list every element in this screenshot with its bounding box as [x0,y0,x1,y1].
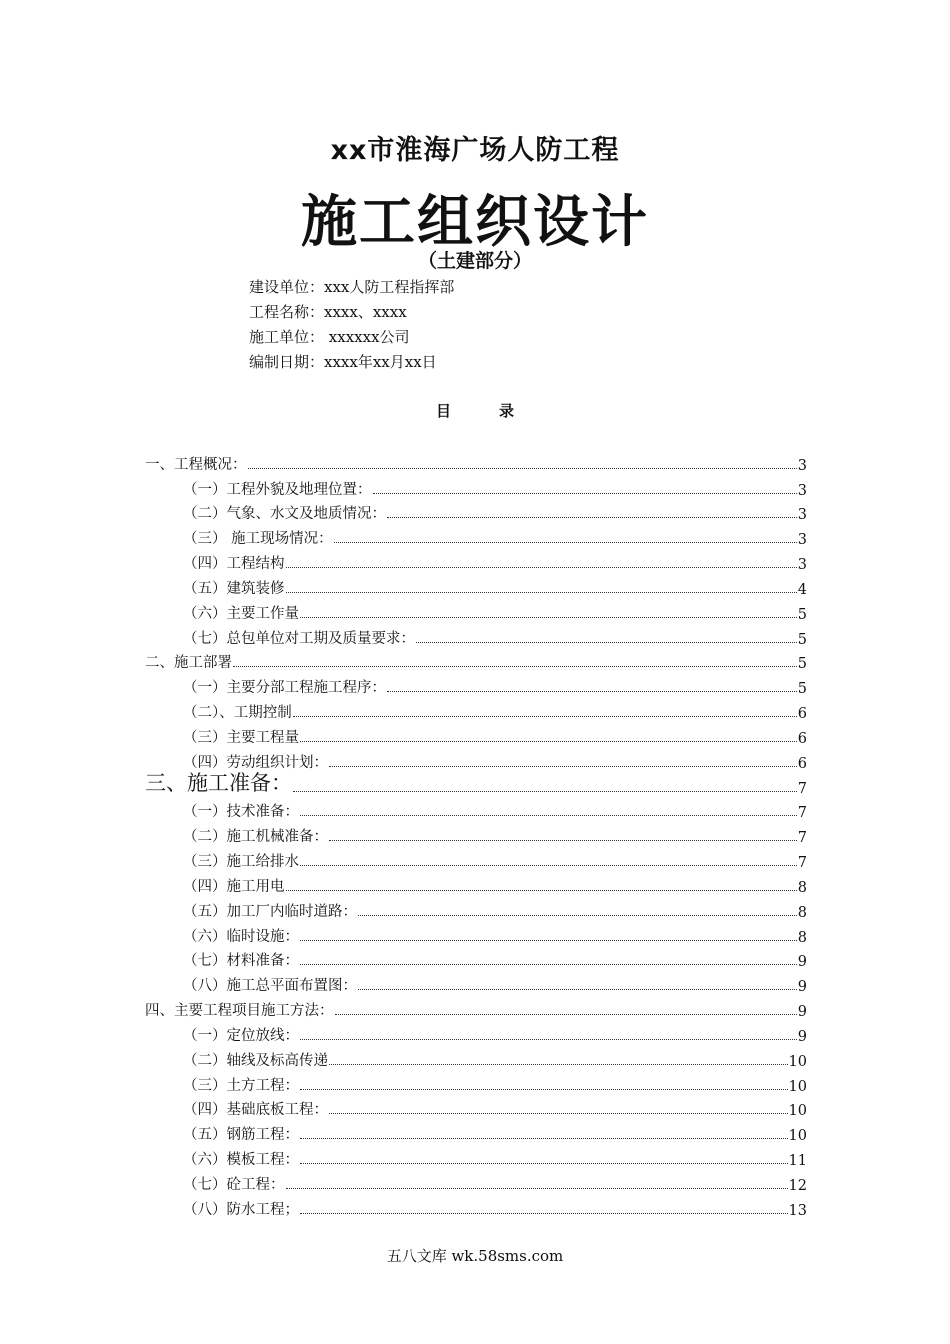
toc-entry-page-number: 7 [797,780,807,797]
toc-entry-page-number: 10 [788,1053,807,1070]
toc-entry-title: （一）主要分部工程施工程序： [183,680,386,697]
document-title-main: 施工组织设计 [301,190,649,255]
toc-entry-title: （五）钢筋工程： [183,1127,299,1144]
info-date: 编制日期：xxxx年xx月xx日 [249,353,437,371]
toc-dot-leader [329,765,797,767]
toc-entry[interactable] [145,474,807,499]
toc-entry-page-number: 4 [797,581,807,598]
toc-entry-title: （三） 施工现场情况： [183,531,333,548]
toc-entry[interactable] [145,598,807,623]
toc-entry[interactable] [145,970,807,995]
project-info-block [249,275,454,375]
toc-entry-title: （二）施工机械准备： [183,829,328,846]
toc-entry-title: （五）建筑装修 [183,580,285,597]
toc-entry[interactable] [145,1020,807,1045]
toc-entry[interactable] [145,921,807,946]
toc-entry-page-number: 8 [797,929,807,946]
toc-entry-page-number: 10 [788,1078,807,1095]
toc-entry-title: （四）施工用电 [183,878,285,895]
toc-dot-leader [329,1063,788,1065]
toc-entry-title: （七）总包单位对工期及质量要求： [183,630,415,647]
toc-dot-leader [300,1162,788,1164]
toc-dot-leader [286,566,797,568]
toc-entry-title: （六）主要工作量 [183,605,299,622]
toc-entry-page-number: 9 [797,1004,807,1021]
toc-entry-page-number: 9 [797,954,807,971]
toc-entry-title: （八）施工总平面布置图： [183,978,357,995]
toc-entry-title: （三）施工给排水 [183,854,299,871]
toc-dot-leader [329,1112,788,1114]
toc-entry[interactable] [145,846,807,871]
toc-entry[interactable] [145,573,807,598]
toc-entry-title: （六）临时设施： [183,928,299,945]
toc-entry[interactable] [145,896,807,921]
toc-entry[interactable] [145,722,807,747]
toc-entry-title: （四）工程结构 [183,556,285,573]
toc-dot-leader [373,492,797,494]
toc-entry[interactable] [145,797,807,822]
toc-entry-page-number: 9 [797,979,807,996]
toc-dot-leader [300,1088,788,1090]
toc-entry[interactable] [145,995,807,1020]
toc-entry-page-number: 5 [797,656,807,673]
toc-dot-leader [300,963,797,965]
toc-entry[interactable] [145,648,807,673]
toc-dot-leader [300,740,797,742]
toc-entry-title: 二、施工部署 [145,655,232,672]
toc-entry[interactable] [145,1169,807,1194]
toc-entry-title: （三）土方工程： [183,1077,299,1094]
table-of-contents [145,449,807,1219]
footer-watermark: 五八文库 wk.58sms.com [386,1247,564,1265]
toc-dot-leader [300,616,797,618]
toc-dot-leader [286,889,797,891]
toc-dot-leader [300,1038,797,1040]
toc-entry-page-number: 3 [797,507,807,524]
toc-entry[interactable] [145,1194,807,1219]
toc-entry[interactable] [145,523,807,548]
toc-entry-title: （一）工程外貌及地理位置： [183,481,372,498]
toc-entry-page-number: 3 [797,482,807,499]
toc-entry-page-number: 11 [788,1153,807,1170]
toc-entry-page-number: 5 [797,631,807,648]
toc-entry-page-number: 7 [797,855,807,872]
toc-entry[interactable] [145,1119,807,1144]
toc-entry-title: 一、工程概况： [145,456,247,473]
toc-dot-leader [293,715,797,717]
toc-dot-leader [334,541,797,543]
toc-entry-title: （一）定位放线： [183,1027,299,1044]
toc-entry-page-number: 8 [797,879,807,896]
toc-entry-page-number: 3 [797,457,807,474]
toc-entry-page-number: 3 [797,557,807,574]
toc-entry[interactable] [145,772,807,797]
toc-entry-title: （七）材料准备： [183,953,299,970]
toc-dot-leader [387,690,797,692]
toc-entry[interactable] [145,1070,807,1095]
toc-dot-leader [300,1137,788,1139]
toc-entry-page-number: 9 [797,1028,807,1045]
toc-entry[interactable] [145,946,807,971]
toc-entry[interactable] [145,1095,807,1120]
document-title-line1: xx市淮海广场人防工程 [330,135,620,166]
toc-dot-leader [300,864,797,866]
toc-dot-leader [233,665,797,667]
toc-dot-leader [248,467,797,469]
toc-entry[interactable] [145,871,807,896]
toc-entry[interactable] [145,499,807,524]
toc-dot-leader [387,516,797,518]
toc-entry[interactable] [145,623,807,648]
toc-entry-title: （二）、工期控制 [183,705,292,722]
toc-entry-page-number: 6 [797,706,807,723]
toc-dot-leader [358,988,797,990]
info-contractor: 施工单位： xxxxxx公司 [249,328,410,346]
toc-entry-page-number: 5 [797,606,807,623]
toc-entry-page-number: 13 [788,1202,807,1219]
toc-entry-title: （三）主要工程量 [183,729,299,746]
toc-entry-title: （四）基础底板工程： [183,1102,328,1119]
toc-entry-title: （六）模板工程： [183,1152,299,1169]
toc-entry-page-number: 6 [797,755,807,772]
toc-entry-title: 四、主要工程项目施工方法： [145,1003,334,1020]
info-builder: 建设单位：xxx人防工程指挥部 [249,278,455,296]
toc-entry-page-number: 5 [797,681,807,698]
toc-entry-title: 三、施工准备： [145,770,292,795]
toc-entry[interactable] [145,1144,807,1169]
toc-entry-title: （二）气象、水文及地质情况： [183,506,386,523]
toc-dot-leader [329,839,797,841]
toc-heading: 目录 [435,402,562,420]
toc-dot-leader [300,939,797,941]
toc-dot-leader [335,1013,797,1015]
toc-dot-leader [416,641,797,643]
toc-entry-page-number: 8 [797,904,807,921]
toc-dot-leader [293,790,797,792]
toc-dot-leader [286,1187,788,1189]
toc-dot-leader [358,914,797,916]
toc-entry-title: （一）技术准备： [183,804,299,821]
toc-entry[interactable] [145,672,807,697]
toc-entry-title: （二）轴线及标高传递 [183,1052,328,1069]
toc-entry[interactable] [145,548,807,573]
toc-entry-page-number: 7 [797,805,807,822]
toc-entry-title: （五）加工厂内临时道路： [183,903,357,920]
toc-entry[interactable] [145,697,807,722]
toc-entry-page-number: 10 [788,1128,807,1145]
toc-entry[interactable] [145,821,807,846]
toc-dot-leader [286,591,797,593]
toc-entry-title: （七）砼工程： [183,1176,285,1193]
toc-entry[interactable] [145,1045,807,1070]
document-subtitle: （土建部分） [417,250,532,272]
toc-entry[interactable] [145,449,807,474]
toc-dot-leader [300,1212,788,1214]
toc-entry-page-number: 6 [797,730,807,747]
toc-entry-page-number: 12 [788,1177,807,1194]
toc-entry-title: （八）防水工程； [183,1201,299,1218]
toc-entry-page-number: 10 [788,1103,807,1120]
info-project-name: 工程名称：xxxx、xxxx [249,303,407,321]
toc-dot-leader [300,814,797,816]
toc-entry-page-number: 3 [797,532,807,549]
toc-entry-title: （四）劳动组织计划： [183,754,328,771]
toc-entry-page-number: 7 [797,830,807,847]
